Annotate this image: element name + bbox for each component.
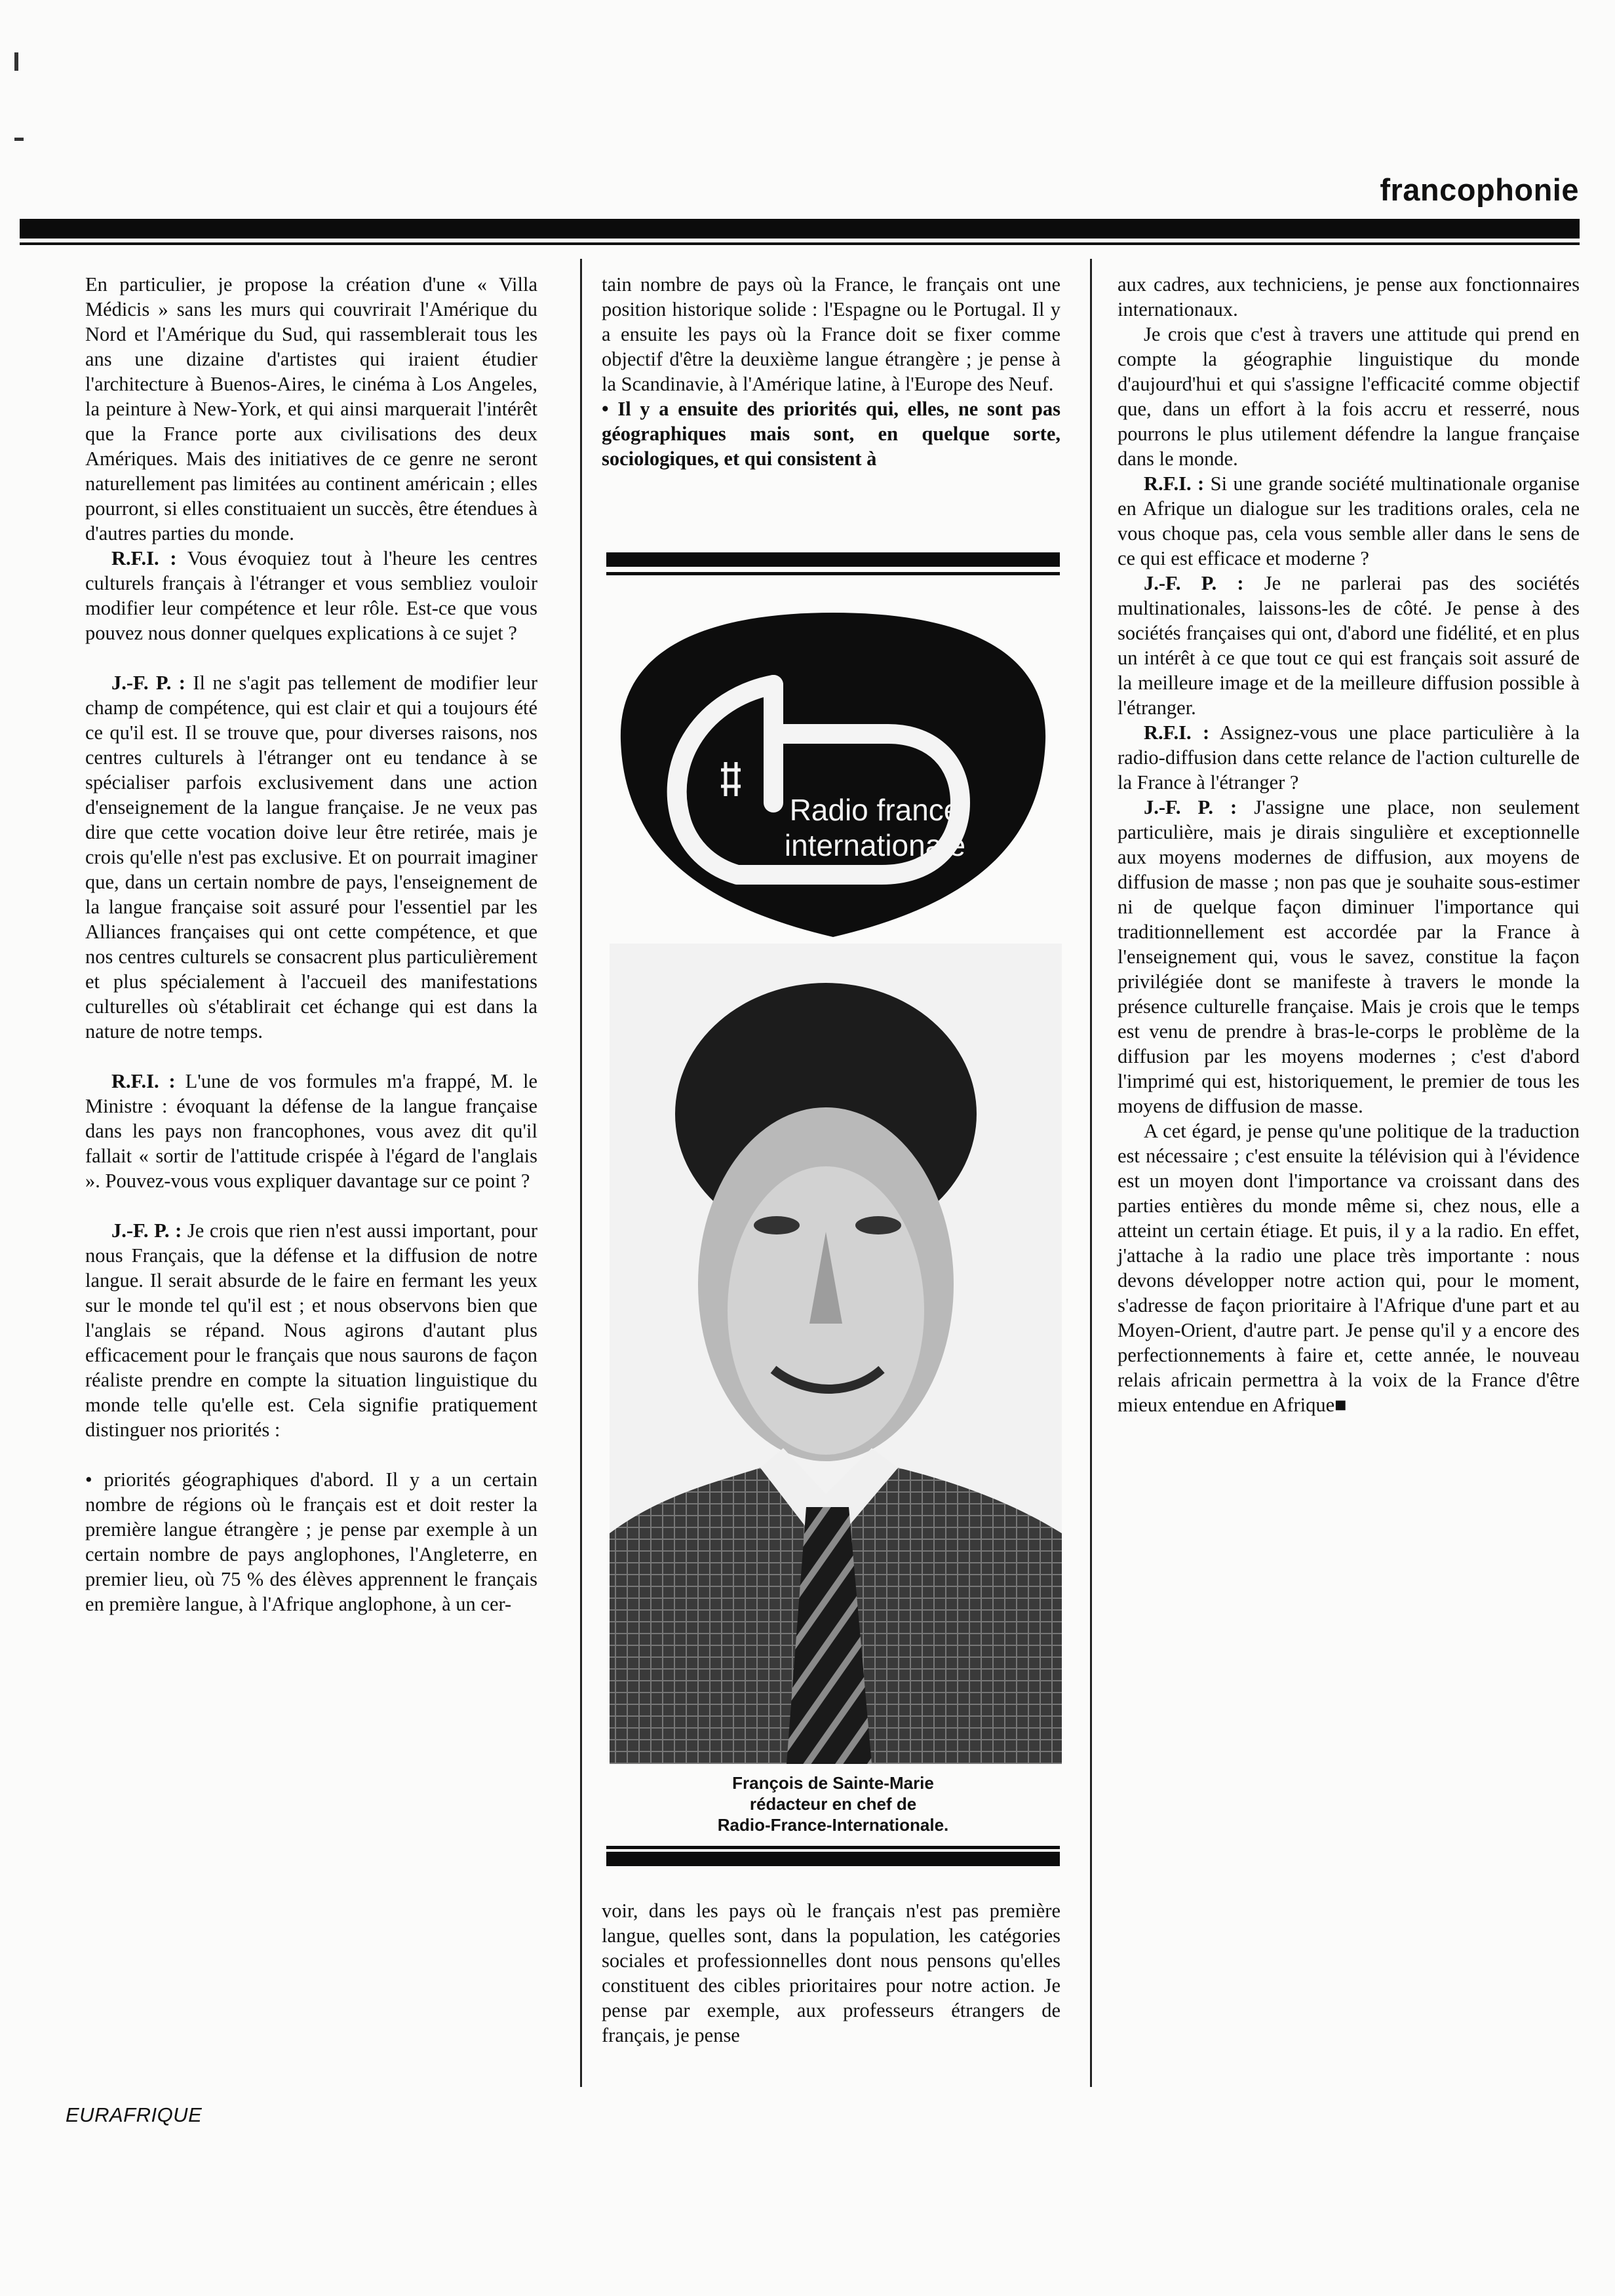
caption-org: Radio-France-Internationale.: [717, 1815, 949, 1835]
speaker-label: J.-F. P. :: [1144, 572, 1244, 594]
paragraph: [1118, 720, 1580, 795]
speaker-label: R.F.I. :: [111, 1070, 176, 1092]
section-title: francophonie: [1380, 172, 1579, 207]
speaker-label: J.-F. P. :: [111, 672, 185, 694]
photo-caption: [606, 1772, 1060, 1835]
paragraph: [85, 546, 537, 645]
paragraph-text: Il ne s'agit pas tellement de modifier leur champ de compétence, qui est clair et qui a toujours été ce qu'il est. Il se trouve que, pour diverses raisons, nos centres culturels à l'étranger ont eu tendance à se spécialiser parfois exclusivement dans une action d'enseignement de la langue française. Je ne veux pas dire que cette vocation doive leur être retirée, mais je crois qu'elle n'est pas exclusive. Et on pourrait imaginer que, dans un certain nombre de pays, l'enseignement de la langue française soit assuré pour l'essentiel par les Alliances françaises qui ont cette compétence, et que nos centres culturels se consacrent plus particulièrement et plus spécialement à l'accueil des manifestations culturelles où s'établirait cet échange qui est dans la nature de notre temps.: [85, 672, 537, 1043]
separator-bar-thin: [606, 572, 1060, 575]
paragraph: [1118, 471, 1580, 571]
paragraph-text: J'assigne une place, non seulement particulière, mais je dirais singulière et exceptionnelle aux moyens modernes de diffusion, aux moyens de diffusion de masse ; non pas que je souhaite sous-estimer ni de quelque façon diminuer l'importance qui traditionnellement est accordée par la France à l'enseignement qui, vous le savez, constitue la façon privilégiée dont se manifeste à travers le monde la présence culturelle française. Mais je crois que le temps est venu de prendre à bras-le-corps le problème de la diffusion par les moyens modernes ; c'est d'abord l'imprimé qui est, historiquement, le premier de tous les moyens de diffusion de masse.: [1118, 796, 1580, 1117]
paragraph-text: L'une de vos formules m'a frappé, M. le Ministre : évoquant la défense de la langue française dans les pays non francophones, vous avez dit qu'il fallait « sortir de l'attitude crispée à l'égard de l'anglais ». Pouvez-vous vous expliquer davantage sur ce point ?: [85, 1070, 538, 1192]
paragraph: [1118, 571, 1580, 720]
paragraph: Je crois que c'est à travers une attitude qui prend en compte la géographie linguistique du monde d'aujourd'hui et qui s'assigne l'efficacité comme objectif que, dans un effort à la fois accru et resserré, nous pourrons le plus utilement défendre la langue française dans le monde.: [1118, 323, 1580, 470]
speaker-label: R.F.I. :: [1144, 721, 1210, 744]
speaker-label: R.F.I. :: [1144, 472, 1205, 495]
header-rule-thin: [20, 242, 1580, 245]
paragraph: [85, 670, 537, 1044]
logo-line-1: Radio france: [789, 793, 961, 827]
paragraph: En particulier, je propose la création d'une « Villa Médicis » sans les murs qui couvrirait l'Amérique du Nord et l'Amérique du Sud, qui rassemblerait tous les ans une dizaine d'artistes qui iraient étudier l'architecture à Buenos-Aires, le cinéma à Los Angeles, la peinture à New-York, et qui ainsi marquerait l'intérêt que la France porte aux civilisations des deux Amériques. Mais des initiatives de ce genre ne seront naturellement pas limitées au continent américain ; elles pourront, si elles constituaient un succès, être étendues à d'autres parties du monde.: [85, 273, 537, 545]
margin-speck: [14, 52, 18, 71]
article-column-2-bottom: [602, 1898, 1060, 2048]
publication-name: EURAFRIQUE: [66, 2103, 203, 2126]
paragraph-text: Je ne parlerai pas des sociétés multinationales, laissons-les de côté. Je pense à des sociétés françaises qui ont, d'abord une fidélité, et en plus un intérêt à ce que tout ce qui est français soit assuré de la meilleure image et de la meilleure diffusion possible à l'étranger.: [1118, 572, 1580, 719]
header-rule: [20, 219, 1580, 239]
paragraph: aux cadres, aux techniciens, je pense aux fonctionnaires internationaux.: [1118, 273, 1580, 320]
paragraph-text: A cet égard, je pense qu'une politique de la traduction est nécessaire ; c'est ensuite la télévision qui à l'évidence est un moyen dont l'importance va croissant dans des parties entières du monde même si, chez nous, elle a atteint un certain étiage. Et puis, il y a la radio. En effet, j'attache à la radio une place très importante : nous devons développer notre action qui, pour le moment, s'adresse de façon prioritaire à l'Afrique d'une part et au Moyen-Orient, d'autre part. Je pense qu'il y a encore des perfectionnements à faire et, cette année, le nouveau relais africain permettra à la voix de la France d'être mieux entendue en Afrique: [1118, 1120, 1580, 1416]
paragraph-text: Je crois que rien n'est aussi important, pour nous Français, que la défense et la diffusion de notre langue. Il serait absurde de le faire en fermant les yeux sur le monde tel qu'il est ; et nous observons bien que l'anglais se répand. Nous agirons d'autant plus efficacement pour le français que nous saurons de façon réaliste prendre en compte la situation linguistique du monde telle qu'elle est. Cela signifie pratiquement distinguer nos priorités :: [85, 1219, 538, 1441]
speaker-label: J.-F. P. :: [111, 1219, 182, 1242]
logo-line-2: internationale: [784, 828, 966, 862]
radio-france-internationale-logo: [606, 606, 1060, 947]
paragraph-text: Assignez-vous une place particulière à la radio-diffusion dans cette relance de l'action culturelle de la France à l'étranger ?: [1118, 721, 1580, 794]
portrait-photo: [610, 944, 1062, 1764]
caption-name: François de Sainte-Marie: [732, 1773, 934, 1793]
article-column-1: [85, 272, 537, 1617]
article-column-3: [1118, 272, 1580, 1417]
paragraph: [1118, 1119, 1580, 1417]
separator-bar: [606, 1852, 1060, 1866]
paragraph: [1118, 795, 1580, 1119]
paragraph: [85, 1218, 537, 1442]
paragraph-text: Si une grande société multinationale organise en Afrique un dialogue sur les traditions orales, cela ne vous choque pas, cela vous semble aller dans le sens de ce qui est efficace et moderne ?: [1118, 472, 1580, 569]
column-rule: [1090, 259, 1092, 2087]
paragraph: [85, 1069, 537, 1193]
speaker-label: J.-F. P. :: [1144, 796, 1237, 818]
column-rule: [580, 259, 582, 2087]
separator-bar: [606, 552, 1060, 567]
margin-speck: [14, 138, 24, 141]
paragraph: • priorités géographiques d'abord. Il y a un certain nombre de régions où le français est et doit rester la première langue étrangère ; je pense par exemple à un certain nombre de pays anglophones, l'Angleterre, en premier lieu, où 75 % des élèves apprennent le français en première langue, à l'Afrique anglophone, à un cer-: [85, 1468, 537, 1615]
paragraph: voir, dans les pays où le français n'est pas première langue, quelles sont, dans la population, les catégories sociales et professionnelles dont nous pensons qu'elles constituent des cibles prioritaires pour notre action. Je pense par exemple, aux professeurs étrangers de français, je pense: [602, 1900, 1060, 2046]
paragraph: tain nombre de pays où la France, le français ont une position historique solide : l'Espagne ou le Portugal. Il y a ensuite les pays où la France doit se fixer comme objectif d'être la deuxième langue étrangère ; je pense à la Scandinavie, à l'Amérique latine, à l'Europe des Neuf.: [602, 273, 1060, 395]
portrait-graphic: [610, 944, 1062, 1764]
paragraph: • Il y a ensuite des priorités qui, elles, ne sont pas géographiques mais sont, en quelque sorte, sociologiques, et qui consistent à: [602, 398, 1060, 470]
end-of-article-mark: ■: [1334, 1394, 1347, 1416]
paragraph-text: Vous évoquiez tout à l'heure les centres culturels français à l'étranger et vous sembliez vouloir modifier leur compétence et leur rôle. Est-ce que vous pouvez nous donner quelques explications à ce sujet ?: [85, 547, 537, 644]
separator-bar-thin: [606, 1846, 1060, 1849]
caption-role: rédacteur en chef de: [749, 1794, 917, 1814]
article-column-2-top: [602, 272, 1060, 471]
rfi-logo-graphic: [606, 606, 1060, 947]
speaker-label: R.F.I. :: [111, 547, 177, 569]
